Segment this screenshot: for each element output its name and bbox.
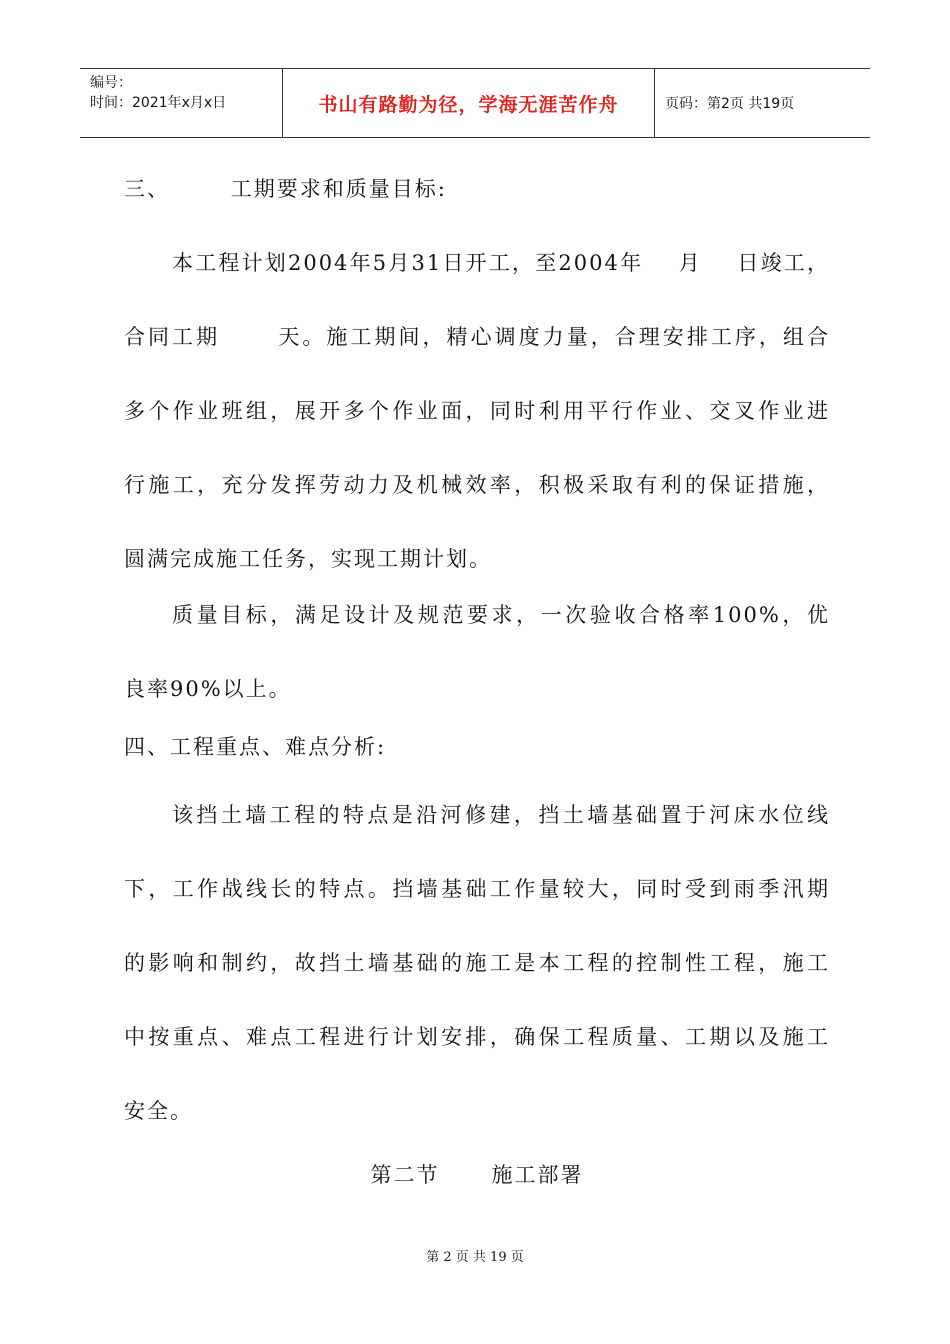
paragraph-line: 安全。 bbox=[124, 1099, 193, 1123]
page-footer: 第 2 页 共 19 页 bbox=[426, 1250, 524, 1265]
header-meta bbox=[80, 69, 283, 137]
document-number: 编号： bbox=[90, 75, 132, 91]
paragraph-line: 行施工，充分发挥劳动力及机械效率，积极采取有利的保证措施， bbox=[124, 473, 830, 497]
paragraph-line: 圆满完成施工任务，实现工期计划。 bbox=[124, 547, 492, 571]
paragraph-line: 多个作业班组，展开多个作业面，同时利用平行作业、交叉作业进 bbox=[124, 399, 830, 423]
paragraph-line: 良率90%以上。 bbox=[124, 677, 292, 701]
paragraph-line: 的影响和制约，故挡土墙基础的施工是本工程的控制性工程，施工 bbox=[124, 951, 830, 975]
section-heading-4: 四、工程重点、难点分析: bbox=[124, 735, 387, 759]
paragraph-line: 中按重点、难点工程进行计划安排，确保工程质量、工期以及施工 bbox=[124, 1025, 830, 1049]
header-motto: 书山有路勤为径，学海无涯苦作舟 bbox=[283, 69, 655, 137]
header-page-number: 页码：第2页 共19页 bbox=[665, 96, 795, 112]
paragraph-line: 该挡土墙工程的特点是沿河修建，挡土墙基础置于河床水位线 bbox=[172, 803, 830, 827]
paragraph-line: 质量目标，满足设计及规范要求，一次验收合格率100%，优 bbox=[172, 603, 830, 627]
section-heading-3: 三、 工期要求和质量目标: bbox=[124, 177, 447, 201]
paragraph-line: 本工程计划2004年5月31日开工，至2004年 月 日竣工， bbox=[172, 251, 830, 275]
document-date: 时间：2021年x月x日 bbox=[90, 95, 227, 111]
chapter-section-title: 第二节 施工部署 bbox=[370, 1163, 584, 1187]
page-header bbox=[80, 68, 870, 138]
paragraph-line: 下，工作战线长的特点。挡墙基础工作量较大，同时受到雨季汛期 bbox=[124, 877, 830, 901]
paragraph-line: 合同工期 天。施工期间，精心调度力量，合理安排工序，组合 bbox=[124, 325, 830, 349]
